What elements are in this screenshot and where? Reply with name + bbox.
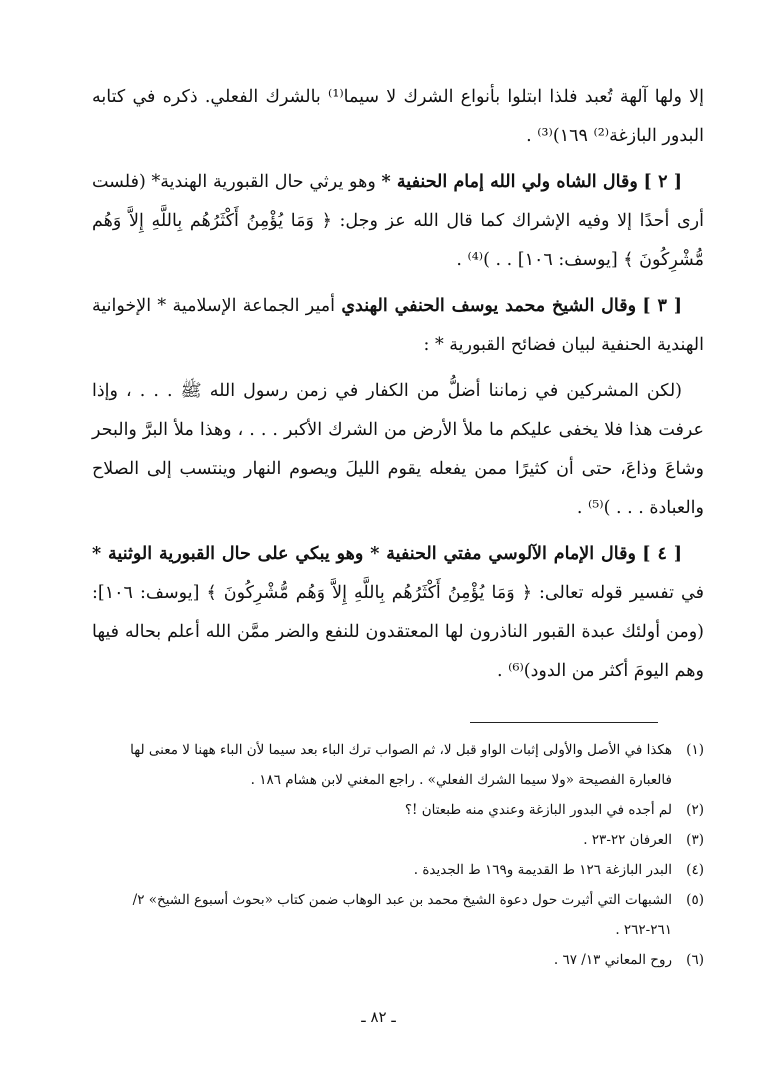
speaker-heading: وقال الشيخ محمد يوسف الحنفي الهندي (341, 296, 637, 316)
footnote-number: (٤) (686, 862, 704, 878)
paragraph-3 (92, 287, 704, 365)
body-text (92, 78, 704, 698)
footnote-number: (١) (686, 742, 704, 758)
footnote (92, 885, 704, 945)
footnote (92, 735, 704, 795)
footnote-number: (٢) (686, 802, 704, 818)
paragraph-2 (92, 163, 704, 280)
footnote-divider (470, 722, 658, 723)
footnote-text: العرفان ٢٢-٢٣ . (583, 832, 672, 848)
paragraph-5 (92, 535, 704, 691)
speaker-heading: وقال الشاه ولي الله إمام الحنفية * (381, 172, 638, 192)
speaker-heading: وقال الإمام الآلوسي مفتي الحنفية * وهو يبكي على حال القبورية الوثنية * (92, 544, 636, 564)
footnote (92, 855, 704, 885)
paragraph-text: في تفسير قوله تعالى: ﴿ وَمَا يُؤْمِنُ أَكْثَرُهُم بِاللَّهِ إِلاَّ وَهُم مُّشْرِكُونَ ﴾ [يوسف: ١٠٦]: (ومن أولئك عبدة القبور الناذرون لها المعتقدون للنفع والضر ممَّن الله أعلم بحاله فيها وهم اليومَ أكثر من الدود)⁽⁶⁾ . (92, 583, 704, 681)
footnote (92, 945, 704, 975)
page-number: ـ ٨٢ ـ (361, 1008, 396, 1026)
footnote (92, 795, 704, 825)
paragraph-text: وهو يرثي حال القبورية الهندية* (فلست أرى أحدًا إلا وفيه الإشراك كما قال الله عز وجل: ﴿ وَمَا يُؤْمِنُ أَكْثَرُهُم بِاللَّهِ إِلاَّ وَهُم مُّشْرِكُونَ ﴾ [يوسف: ١٠٦] . . )⁽⁴⁾ . (92, 172, 704, 270)
footnote-text: الشبهات التي أثيرت حول دعوة الشيخ محمد بن عبد الوهاب ضمن كتاب «بحوث أسبوع الشيخ» ٢/ ٢٦١-٢٦٢ . (132, 892, 672, 938)
footnote-text: روح المعاني ١٣/ ٦٧ . (553, 952, 672, 968)
footnote-number: (٦) (686, 952, 704, 968)
paragraph-4: (لكن المشركين في زماننا أضلُّ من الكفار في زمن رسول الله ﷺ . . . ، وإذا عرفت هذا فلا يخفى عليكم ما ملأ الأرض من الشرك الأكبر . . . ، وهذا ملأ البرَّ والبحر وشاعَ وذاعَ، حتى أن كثيرًا ممن يفعله يقوم الليلَ ويصوم النهار وينتسب إلى الصلاح والعبادة . . . )⁽⁵⁾ . (92, 381, 704, 518)
footnote (92, 825, 704, 855)
item-number: [ ٣ ] (642, 296, 682, 316)
footnote-number: (٥) (686, 892, 704, 908)
footnote-number: (٣) (686, 832, 704, 848)
footnote-text: هكذا في الأصل والأولى إثبات الواو قبل لا، ثم الصواب ترك الباء بعد سيما لأن الباء ههنا لا معنى لها فالعبارة الفصيحة «ولا سيما الشرك الفعلي» . راجع المغني لابن هشام ١٨٦ . (130, 742, 672, 788)
footnote-text: لم أجده في البدور البازغة وعندي منه طبعتان !؟ (404, 802, 672, 818)
item-number: [ ٢ ] (643, 172, 683, 192)
item-number: [ ٤ ] (642, 544, 683, 564)
footnote-text: البدر البازغة ١٢٦ ط القديمة و١٦٩ ط الجديدة . (413, 862, 672, 878)
paragraph-text: أمير الجماعة الإسلامية * الإخوانية الهندية الحنفية لبيان فضائح القبورية * : (92, 296, 704, 355)
paragraph-1: إلا ولها آلهة تُعبد فلذا ابتلوا بأنواع الشرك لا سيما⁽¹⁾ بالشرك الفعلي. ذكره في كتابه البدور البازغة⁽²⁾ ١٦٩)⁽³⁾ . (92, 87, 704, 146)
footnotes (92, 735, 704, 975)
